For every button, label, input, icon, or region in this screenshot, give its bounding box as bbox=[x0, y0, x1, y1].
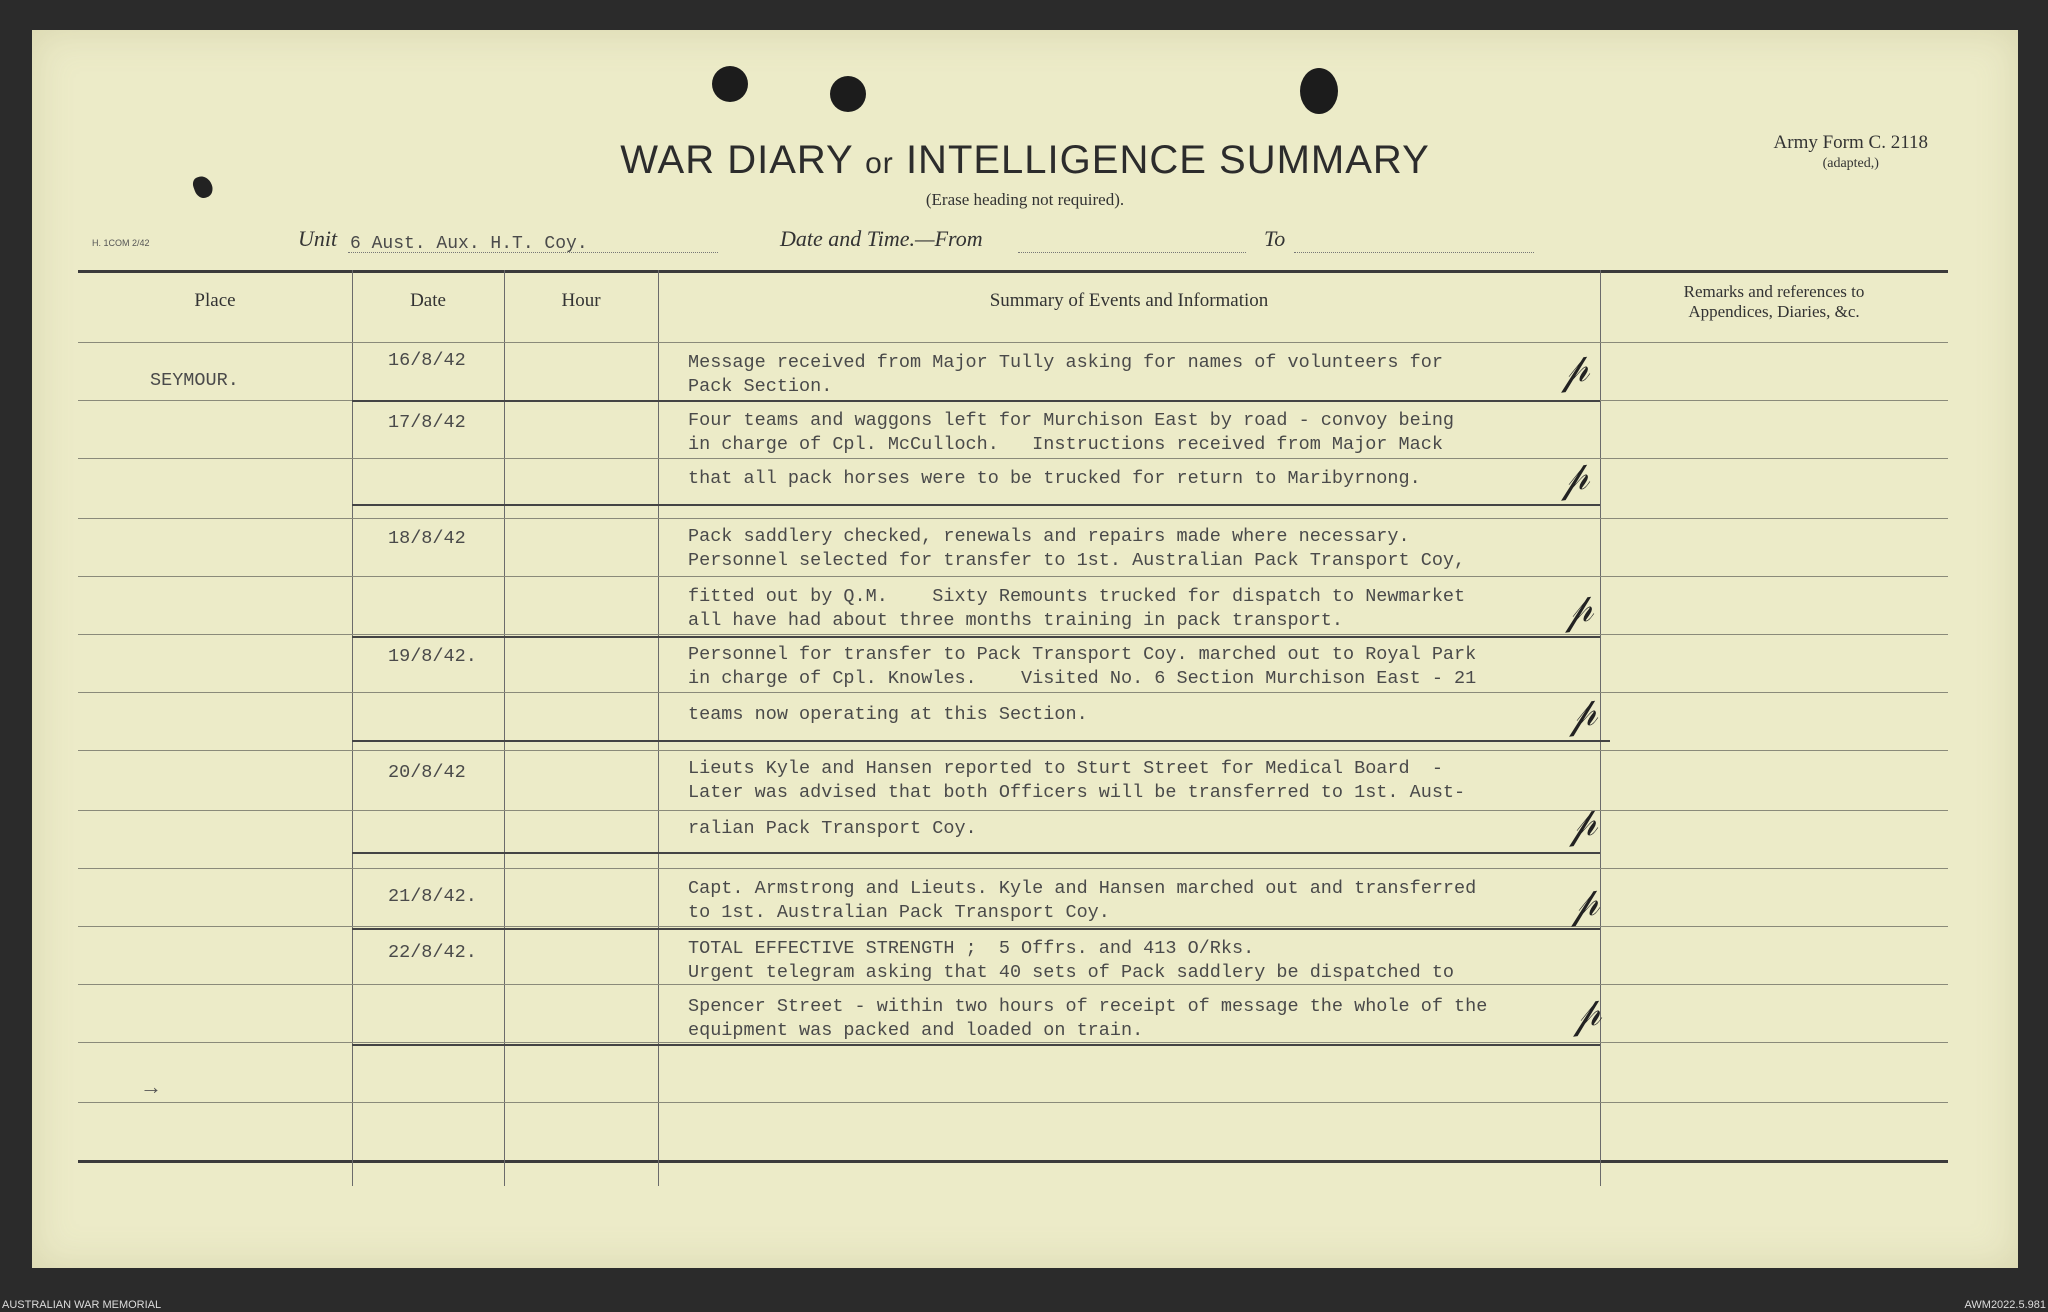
entry-date: 19/8/42. bbox=[388, 646, 477, 667]
army-form-number: Army Form C. 2118 bbox=[1773, 132, 1928, 153]
entry-date: 17/8/42 bbox=[388, 412, 466, 433]
entry-date: 18/8/42 bbox=[388, 528, 466, 549]
punch-hole bbox=[712, 66, 748, 102]
column-divider bbox=[658, 270, 659, 1186]
entry-line: Personnel selected for transfer to 1st. Australian Pack Transport Coy, bbox=[688, 550, 1466, 571]
handwritten-initials: 𝓅 bbox=[1560, 584, 1596, 634]
title-part: INTELLIGENCE SUMMARY bbox=[905, 138, 1430, 182]
entry-separator bbox=[352, 400, 1600, 402]
entry-separator bbox=[352, 928, 1600, 930]
handwritten-initials: 𝓅 bbox=[1566, 878, 1602, 928]
entry-line: Message received from Major Tully asking for names of volunteers for bbox=[688, 352, 1443, 373]
unit-value: 6 Aust. Aux. H.T. Coy. bbox=[350, 234, 588, 254]
form-code: H. 1COM 2/42 bbox=[92, 238, 150, 248]
column-divider bbox=[352, 270, 353, 1186]
entry-line: teams now operating at this Section. bbox=[688, 704, 1088, 725]
handwritten-initials: 𝓅 bbox=[1556, 344, 1592, 394]
pencil-mark: → bbox=[140, 1074, 162, 1099]
row-rule bbox=[78, 926, 1948, 927]
punch-hole bbox=[830, 76, 866, 112]
handwritten-initials: 𝓅 bbox=[1568, 988, 1604, 1038]
entry-line: that all pack horses were to be trucked for return to Maribyrnong. bbox=[688, 468, 1421, 489]
entry-line: Lieuts Kyle and Hansen reported to Sturt Street for Medical Board - bbox=[688, 758, 1443, 779]
column-divider bbox=[504, 270, 505, 1186]
army-form-label bbox=[1774, 132, 1928, 172]
punch-hole bbox=[1300, 68, 1338, 114]
entry-line: equipment was packed and loaded on train. bbox=[688, 1020, 1144, 1041]
entry-date: 21/8/42. bbox=[388, 886, 477, 907]
army-form-note: (adapted,) bbox=[1822, 156, 1879, 171]
remarks-header-line: Appendices, Diaries, &c. bbox=[1688, 302, 1860, 321]
entry-line: in charge of Cpl. McCulloch. Instructions received from Major Mack bbox=[688, 434, 1443, 455]
date-dotline bbox=[1018, 252, 1246, 253]
to-label: To bbox=[1264, 226, 1286, 251]
entry-separator bbox=[352, 636, 1600, 638]
handwritten-initials: 𝓅 bbox=[1564, 798, 1600, 848]
entry-separator bbox=[352, 852, 1600, 854]
row-rule bbox=[78, 868, 1948, 869]
entry-date: 20/8/42 bbox=[388, 762, 466, 783]
table-bottom-rule bbox=[78, 1160, 1948, 1163]
entry-date: 22/8/42. bbox=[388, 942, 477, 963]
column-header-hour: Hour bbox=[561, 290, 601, 311]
entry-line: Pack saddlery checked, renewals and repairs made where necessary. bbox=[688, 526, 1410, 547]
entry-line: Pack Section. bbox=[688, 376, 833, 397]
column-divider bbox=[1600, 270, 1601, 1186]
entry-line: Urgent telegram asking that 40 sets of Pack saddlery be dispatched to bbox=[688, 962, 1455, 983]
entry-line: in charge of Cpl. Knowles. Visited No. 6 Section Murchison East - 21 bbox=[688, 668, 1477, 689]
date-label: Date and Time.—From bbox=[780, 226, 983, 251]
row-rule bbox=[78, 576, 1948, 577]
column-header-date: Date bbox=[410, 290, 446, 311]
row-rule bbox=[78, 1102, 1948, 1103]
archive-credit: AUSTRALIAN WAR MEMORIAL bbox=[2, 1299, 162, 1311]
column-header-place: Place bbox=[194, 290, 236, 311]
entry-separator bbox=[352, 1044, 1600, 1046]
entry-separator bbox=[352, 504, 1600, 506]
row-rule bbox=[78, 342, 1948, 343]
page-title bbox=[32, 138, 2018, 183]
row-rule bbox=[78, 458, 1948, 459]
entry-place: SEYMOUR. bbox=[150, 370, 239, 391]
remarks-header-line: Remarks and references to bbox=[1683, 282, 1865, 301]
row-rule bbox=[78, 750, 1948, 751]
entry-line: to 1st. Australian Pack Transport Coy. bbox=[688, 902, 1110, 923]
handwritten-initials: 𝓅 bbox=[1556, 452, 1592, 502]
entry-date: 16/8/42 bbox=[388, 350, 466, 371]
entry-line: Four teams and waggons left for Murchison East by road - convoy being bbox=[688, 410, 1455, 431]
to-dotline bbox=[1294, 252, 1534, 253]
title-part: WAR DIARY bbox=[620, 138, 853, 182]
page-subtitle: (Erase heading not required). bbox=[925, 190, 1125, 209]
title-or: or bbox=[865, 147, 894, 180]
entry-line: Later was advised that both Officers will be transferred to 1st. Aust- bbox=[688, 782, 1466, 803]
entry-line: ralian Pack Transport Coy. bbox=[688, 818, 977, 839]
entry-line: Capt. Armstrong and Lieuts. Kyle and Hansen marched out and transferred bbox=[688, 878, 1477, 899]
entry-line: Spencer Street - within two hours of receipt of message the whole of the bbox=[688, 996, 1488, 1017]
row-rule bbox=[78, 810, 1948, 811]
table-top-rule bbox=[78, 270, 1948, 273]
entry-line: all have had about three months training in pack transport. bbox=[688, 610, 1344, 631]
column-header-summary: Summary of Events and Information bbox=[989, 290, 1269, 311]
row-rule bbox=[78, 518, 1948, 519]
row-rule bbox=[78, 634, 1948, 635]
row-rule bbox=[78, 692, 1948, 693]
entry-line: TOTAL EFFECTIVE STRENGTH ; 5 Offrs. and 413 O/Rks. bbox=[688, 938, 1255, 959]
handwritten-initials: 𝓅 bbox=[1564, 688, 1600, 738]
entry-line: fitted out by Q.M. Sixty Remounts trucked for dispatch to Newmarket bbox=[688, 586, 1466, 607]
column-header-remarks bbox=[1600, 282, 1948, 322]
entry-line: Personnel for transfer to Pack Transport Coy. marched out to Royal Park bbox=[688, 644, 1477, 665]
diary-sheet bbox=[32, 30, 2018, 1268]
unit-label: Unit bbox=[298, 226, 338, 251]
archive-reference: AWM2022.5.981 bbox=[1964, 1299, 2046, 1311]
entry-separator bbox=[352, 740, 1610, 742]
